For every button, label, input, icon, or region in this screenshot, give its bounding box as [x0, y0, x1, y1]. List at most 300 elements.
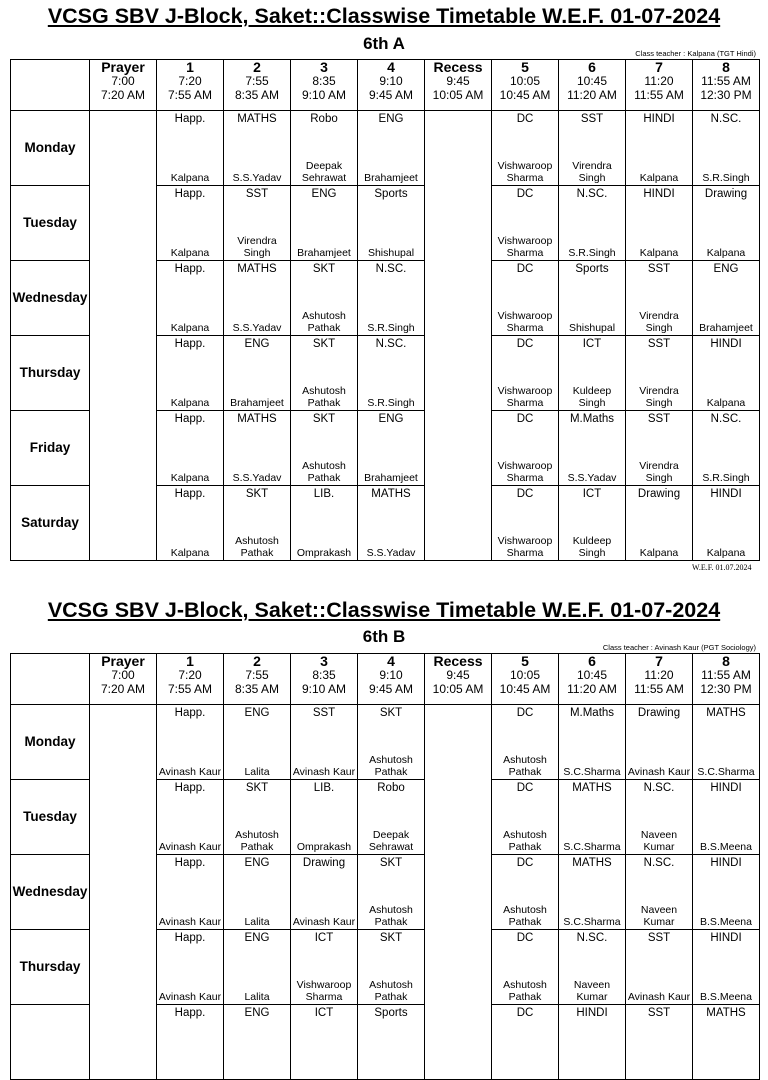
- teacher: B.S.Meena: [700, 841, 752, 853]
- subject: ENG: [244, 857, 270, 869]
- period-start: 10:45: [576, 74, 608, 88]
- timetable-cell: [224, 1005, 291, 1080]
- timetable-cell: [224, 486, 291, 561]
- timetable-cell: [224, 336, 291, 411]
- period-start: 7:55: [245, 668, 269, 682]
- period-start: 8:35: [312, 668, 336, 682]
- teacher: Brahamjeet: [699, 322, 753, 334]
- teacher: B.S.Meena: [700, 991, 752, 1003]
- subject: HINDI: [710, 932, 742, 944]
- timetable-grid: [10, 653, 760, 1080]
- timetable-cell: [693, 186, 760, 261]
- subject: DC: [516, 488, 534, 500]
- subject: DC: [516, 113, 534, 125]
- period-start: 9:10: [379, 668, 403, 682]
- timetable-cell: [224, 411, 291, 486]
- timetable-cell: [492, 261, 559, 336]
- timetable-cell: [358, 486, 425, 561]
- period-end: 11:55 AM: [634, 87, 684, 102]
- day-label: [11, 1005, 90, 1080]
- timetable-cell: [693, 930, 760, 1005]
- subject: Happ.: [174, 488, 206, 500]
- class-teacher: Class teacher : Avinash Kaur (PGT Sociology): [602, 643, 756, 652]
- period-end: 10:45 AM: [499, 681, 551, 696]
- period-header: [559, 654, 626, 705]
- subject: SKT: [245, 782, 269, 794]
- subject: MATHS: [572, 857, 612, 869]
- corner-cell: [11, 60, 90, 111]
- timetable-cell: [224, 705, 291, 780]
- subject: Happ.: [174, 707, 206, 719]
- period-header: [492, 654, 559, 705]
- teacher: Vishwaroop Sharma: [497, 535, 553, 559]
- teacher: Naveen Kumar: [573, 979, 611, 1003]
- subject: HINDI: [710, 857, 742, 869]
- prayer-column: [90, 111, 157, 561]
- timetable-cell: [693, 261, 760, 336]
- timetable-cell: [358, 930, 425, 1005]
- period-end: 11:20 AM: [567, 681, 617, 696]
- teacher: S.S.Yadav: [232, 172, 282, 184]
- period-start: 11:20: [644, 74, 674, 88]
- subject: M.Maths: [569, 413, 615, 425]
- subject: SST: [580, 113, 604, 125]
- teacher: B.S.Meena: [700, 916, 752, 928]
- teacher: Lalita: [244, 916, 270, 928]
- period-start: 8:35: [312, 74, 336, 88]
- timetable-cell: [626, 111, 693, 186]
- period-header: [425, 654, 492, 705]
- timetable-cell: [291, 261, 358, 336]
- timetable-cell: [157, 261, 224, 336]
- period-end: 9:10 AM: [301, 87, 347, 102]
- timetable-cell: [291, 186, 358, 261]
- subject: HINDI: [643, 188, 675, 200]
- day-label: Monday: [11, 111, 90, 186]
- timetable-grid: [10, 59, 760, 561]
- timetable-cell: [559, 336, 626, 411]
- period-end: 7:20 AM: [100, 681, 146, 696]
- subject: DC: [516, 707, 534, 719]
- period-end: 10:45 AM: [499, 87, 551, 102]
- teacher: S.C.Sharma: [563, 916, 621, 928]
- timetable-cell: [224, 930, 291, 1005]
- subject: ENG: [244, 932, 270, 944]
- teacher: S.C.Sharma: [697, 766, 755, 778]
- teacher: Lalita: [244, 766, 270, 778]
- teacher: S.R.Singh: [702, 472, 750, 484]
- subject: Drawing: [704, 188, 748, 200]
- period-header: [492, 60, 559, 111]
- teacher: S.R.Singh: [367, 322, 415, 334]
- subject: SKT: [379, 707, 403, 719]
- page-title: VCSG SBV J-Block, Saket::Classwise Timetable W.E.F. 01-07-2024: [47, 4, 721, 28]
- prayer-column: [90, 705, 157, 1080]
- teacher: Virendra Singh: [237, 235, 277, 259]
- class-name: 6th B: [362, 627, 406, 646]
- teacher: Ashutosh Pathak: [235, 829, 279, 853]
- teacher: S.R.Singh: [367, 397, 415, 409]
- subject: ICT: [582, 488, 602, 500]
- day-row: [11, 705, 760, 780]
- teacher: Ashutosh Pathak: [503, 829, 547, 853]
- subject: MATHS: [237, 413, 277, 425]
- teacher: Ashutosh Pathak: [503, 754, 547, 778]
- subject: HINDI: [710, 488, 742, 500]
- period-label: 5: [521, 59, 529, 75]
- teacher: Kalpana: [706, 397, 746, 409]
- subject: ENG: [713, 263, 739, 275]
- timetable-cell: [157, 1005, 224, 1080]
- period-header: [425, 60, 492, 111]
- teacher: Naveen Kumar: [640, 904, 678, 928]
- period-end: 9:10 AM: [301, 681, 347, 696]
- subject: Happ.: [174, 1007, 206, 1019]
- subject: SST: [647, 932, 671, 944]
- timetable-cell: [559, 930, 626, 1005]
- period-header: [626, 60, 693, 111]
- subject: Happ.: [174, 932, 206, 944]
- period-start: 9:10: [379, 74, 403, 88]
- timetable-cell: [358, 1005, 425, 1080]
- day-label: Wednesday: [11, 855, 90, 930]
- teacher: Vishwaroop Sharma: [497, 310, 553, 334]
- timetable-cell: [492, 1005, 559, 1080]
- teacher: Kalpana: [170, 322, 210, 334]
- timetable-cell: [626, 186, 693, 261]
- subject: Sports: [374, 1007, 408, 1019]
- subject: DC: [516, 338, 534, 350]
- teacher: Virendra Singh: [639, 460, 679, 484]
- subject: Drawing: [637, 488, 681, 500]
- teacher: Vishwaroop Sharma: [497, 460, 553, 484]
- teacher: Brahamjeet: [364, 472, 418, 484]
- timetable-cell: [224, 111, 291, 186]
- period-end: 11:20 AM: [567, 87, 617, 102]
- wef-footer: W.E.F. 01.07.2024: [692, 563, 752, 572]
- teacher: Virendra Singh: [639, 385, 679, 409]
- timetable-cell: [559, 486, 626, 561]
- timetable-cell: [492, 411, 559, 486]
- teacher: Avinash Kaur: [158, 991, 222, 1003]
- timetable-cell: [291, 411, 358, 486]
- period-label: 2: [253, 653, 261, 669]
- period-label: 6: [588, 59, 596, 75]
- teacher: S.S.Yadav: [232, 322, 282, 334]
- subject: MATHS: [572, 782, 612, 794]
- timetable-cell: [358, 411, 425, 486]
- period-header: [693, 60, 760, 111]
- subject: DC: [516, 188, 534, 200]
- period-label: Prayer: [101, 59, 145, 75]
- timetable-cell: [693, 111, 760, 186]
- timetable-cell: [693, 1005, 760, 1080]
- period-start: 11:55 AM: [701, 74, 751, 88]
- subject: SST: [647, 263, 671, 275]
- timetable-cell: [559, 111, 626, 186]
- day-label: Monday: [11, 705, 90, 780]
- timetable-cell: [358, 855, 425, 930]
- period-start: 10:45: [576, 668, 608, 682]
- period-header: [358, 60, 425, 111]
- timetable-cell: [559, 705, 626, 780]
- teacher: Kalpana: [170, 472, 210, 484]
- period-header: [90, 654, 157, 705]
- subject: DC: [516, 413, 534, 425]
- teacher: Kalpana: [170, 247, 210, 259]
- timetable-cell: [157, 705, 224, 780]
- timetable-cell: [358, 780, 425, 855]
- period-end: 11:55 AM: [634, 681, 684, 696]
- teacher: Kalpana: [706, 547, 746, 559]
- timetable-cell: [358, 111, 425, 186]
- period-end: 7:55 AM: [167, 681, 213, 696]
- timetable-cell: [492, 930, 559, 1005]
- timetable-cell: [291, 705, 358, 780]
- subject: SST: [245, 188, 269, 200]
- day-label: Thursday: [11, 930, 90, 1005]
- subject: Happ.: [174, 413, 206, 425]
- teacher: S.C.Sharma: [563, 766, 621, 778]
- timetable-cell: [693, 411, 760, 486]
- timetable-cell: [693, 705, 760, 780]
- period-label: 4: [387, 653, 395, 669]
- teacher: Kuldeep Singh: [572, 385, 612, 409]
- teacher: Kuldeep Singh: [572, 535, 612, 559]
- teacher: S.S.Yadav: [366, 547, 416, 559]
- corner-cell: [11, 654, 90, 705]
- subject: SST: [647, 338, 671, 350]
- subject: SKT: [312, 263, 336, 275]
- period-end: 10:05 AM: [432, 87, 484, 102]
- period-header: [693, 654, 760, 705]
- teacher: Deepak Sehrawat: [301, 160, 347, 184]
- teacher: S.R.Singh: [702, 172, 750, 184]
- subject: Drawing: [302, 857, 346, 869]
- timetable-cell: [626, 486, 693, 561]
- subject: ENG: [244, 338, 270, 350]
- header-row: [11, 654, 760, 705]
- timetable-cell: [157, 855, 224, 930]
- subject: Robo: [310, 113, 338, 125]
- teacher: Ashutosh Pathak: [503, 904, 547, 928]
- timetable-cell: [291, 930, 358, 1005]
- teacher: Avinash Kaur: [292, 916, 356, 928]
- timetable-cell: [626, 411, 693, 486]
- recess-column: [425, 111, 492, 561]
- timetable-cell: [559, 855, 626, 930]
- period-label: 4: [387, 59, 395, 75]
- teacher: S.S.Yadav: [567, 472, 617, 484]
- teacher: Virendra Singh: [572, 160, 612, 184]
- timetable-cell: [291, 111, 358, 186]
- subject: MATHS: [706, 707, 746, 719]
- subject: N.SC.: [375, 338, 407, 350]
- timetable-cell: [157, 336, 224, 411]
- teacher: S.R.Singh: [568, 247, 616, 259]
- period-label: 3: [320, 59, 328, 75]
- period-end: 9:45 AM: [368, 87, 414, 102]
- teacher: Naveen Kumar: [640, 829, 678, 853]
- teacher: Brahamjeet: [297, 247, 351, 259]
- timetable-cell: [626, 780, 693, 855]
- timetable-cell: [291, 780, 358, 855]
- subject: DC: [516, 782, 534, 794]
- period-end: 12:30 PM: [700, 681, 752, 696]
- teacher: Vishwaroop Sharma: [497, 235, 553, 259]
- teacher: Vishwaroop Sharma: [497, 385, 553, 409]
- period-header: [291, 654, 358, 705]
- timetable-cell: [224, 780, 291, 855]
- timetable-cell: [559, 1005, 626, 1080]
- timetable-cell: [693, 855, 760, 930]
- subject: MATHS: [706, 1007, 746, 1019]
- timetable-cell: [224, 186, 291, 261]
- subject: Happ.: [174, 857, 206, 869]
- subject: N.SC.: [576, 932, 608, 944]
- timetable-cell: [492, 186, 559, 261]
- day-label: Friday: [11, 411, 90, 486]
- subject: SKT: [312, 413, 336, 425]
- subject: Robo: [377, 782, 405, 794]
- timetable-cell: [157, 111, 224, 186]
- period-start: 10:05: [509, 74, 541, 88]
- recess-column: [425, 705, 492, 1080]
- timetable-cell: [492, 486, 559, 561]
- subject: ICT: [582, 338, 602, 350]
- subject: LIB.: [313, 488, 335, 500]
- teacher: Avinash Kaur: [292, 766, 356, 778]
- subject: HINDI: [576, 1007, 608, 1019]
- timetable-cell: [291, 336, 358, 411]
- timetable-cell: [224, 855, 291, 930]
- period-start: 11:55 AM: [701, 668, 751, 682]
- period-header: [291, 60, 358, 111]
- teacher: Ashutosh Pathak: [369, 754, 413, 778]
- timetable-cell: [157, 930, 224, 1005]
- subject: MATHS: [371, 488, 411, 500]
- teacher: S.S.Yadav: [232, 472, 282, 484]
- teacher: Ashutosh Pathak: [369, 904, 413, 928]
- subject: SST: [647, 413, 671, 425]
- period-label: 7: [655, 653, 663, 669]
- subject: Happ.: [174, 782, 206, 794]
- teacher: Vishwaroop Sharma: [497, 160, 553, 184]
- teacher: Kalpana: [639, 172, 679, 184]
- teacher: S.C.Sharma: [563, 841, 621, 853]
- subject: ENG: [378, 113, 404, 125]
- period-start: 9:45: [446, 668, 470, 682]
- timetable-cell: [291, 855, 358, 930]
- day-label: Tuesday: [11, 186, 90, 261]
- period-end: 9:45 AM: [368, 681, 414, 696]
- period-label: 5: [521, 653, 529, 669]
- subject: ENG: [311, 188, 337, 200]
- subject: M.Maths: [569, 707, 615, 719]
- timetable-cell: [157, 411, 224, 486]
- period-start: 7:20: [178, 668, 202, 682]
- teacher: Brahamjeet: [230, 397, 284, 409]
- period-start: 7:20: [178, 74, 202, 88]
- period-end: 8:35 AM: [234, 87, 280, 102]
- period-header: [626, 654, 693, 705]
- timetable-cell: [559, 411, 626, 486]
- subject: ICT: [314, 1007, 334, 1019]
- teacher: Ashutosh Pathak: [302, 460, 346, 484]
- subject: SKT: [379, 932, 403, 944]
- timetable-cell: [693, 336, 760, 411]
- day-row: [11, 111, 760, 186]
- period-label: Prayer: [101, 653, 145, 669]
- period-header: [90, 60, 157, 111]
- timetable-cell: [559, 261, 626, 336]
- teacher: Shishupal: [367, 247, 415, 259]
- teacher: Virendra Singh: [639, 310, 679, 334]
- teacher: Omprakash: [296, 547, 352, 559]
- period-end: 10:05 AM: [432, 681, 484, 696]
- subject: ENG: [244, 707, 270, 719]
- timetable-cell: [492, 336, 559, 411]
- subject: ENG: [378, 413, 404, 425]
- teacher: Kalpana: [170, 397, 210, 409]
- teacher: Ashutosh Pathak: [369, 979, 413, 1003]
- subject: N.SC.: [375, 263, 407, 275]
- subject: SKT: [245, 488, 269, 500]
- timetable-cell: [559, 186, 626, 261]
- teacher: Deepak Sehrawat: [368, 829, 414, 853]
- subject: SST: [312, 707, 336, 719]
- timetable-cell: [626, 705, 693, 780]
- teacher: Avinash Kaur: [158, 841, 222, 853]
- subject: DC: [516, 857, 534, 869]
- subject: Happ.: [174, 263, 206, 275]
- teacher: Omprakash: [296, 841, 352, 853]
- subject: DC: [516, 263, 534, 275]
- teacher: Shishupal: [568, 322, 616, 334]
- timetable-cell: [626, 930, 693, 1005]
- period-label: Recess: [433, 653, 483, 669]
- teacher: Ashutosh Pathak: [302, 310, 346, 334]
- subject: Happ.: [174, 188, 206, 200]
- subject: MATHS: [237, 113, 277, 125]
- subject: MATHS: [237, 263, 277, 275]
- subject: DC: [516, 1007, 534, 1019]
- timetable-cell: [224, 261, 291, 336]
- period-label: 1: [186, 59, 194, 75]
- timetable-cell: [626, 261, 693, 336]
- subject: SKT: [312, 338, 336, 350]
- subject: SST: [647, 1007, 671, 1019]
- day-label: Thursday: [11, 336, 90, 411]
- day-label: Tuesday: [11, 780, 90, 855]
- subject: N.SC.: [643, 857, 675, 869]
- subject: SKT: [379, 857, 403, 869]
- subject: ICT: [314, 932, 334, 944]
- subject: Sports: [374, 188, 408, 200]
- period-label: 1: [186, 653, 194, 669]
- period-label: 8: [722, 653, 730, 669]
- day-label: Saturday: [11, 486, 90, 561]
- period-end: 7:55 AM: [167, 87, 213, 102]
- class-teacher: Class teacher : Kalpana (TGT Hindi): [635, 49, 756, 58]
- timetable-cell: [358, 705, 425, 780]
- teacher: Avinash Kaur: [627, 991, 691, 1003]
- timetable-cell: [492, 705, 559, 780]
- timetable-cell: [626, 1005, 693, 1080]
- period-start: 11:20: [644, 668, 674, 682]
- teacher: Kalpana: [639, 547, 679, 559]
- period-end: 7:20 AM: [100, 87, 146, 102]
